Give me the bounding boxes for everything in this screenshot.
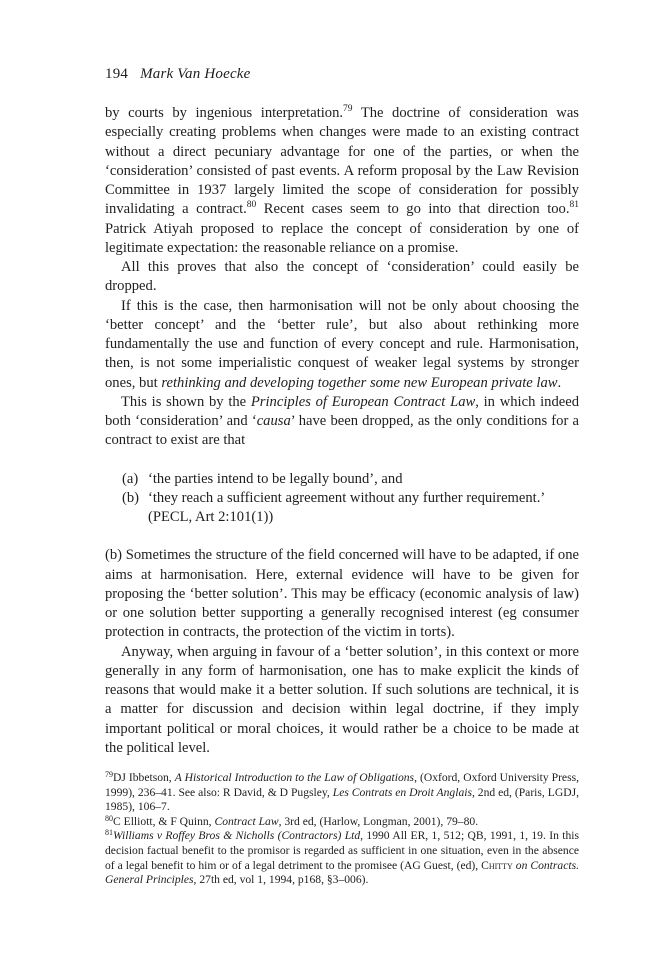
list-item xyxy=(105,489,579,528)
footnote-81 xyxy=(105,829,579,887)
list-item xyxy=(105,470,579,489)
list-text: ‘they reach a sufficient agreement without any further requirement.’ (PECL, Art 2:101(1)) xyxy=(148,489,545,525)
list-label: (b) xyxy=(122,489,140,506)
text-run: Recent cases seem to go into that direction too. xyxy=(256,201,570,218)
footnote-ref-80[interactable]: 80 xyxy=(246,200,257,211)
footnote-number: 79 xyxy=(105,770,113,779)
footnote-79 xyxy=(105,771,579,815)
emphasis: Principles of European Contract Law xyxy=(250,393,476,410)
paragraph: (b) Sometimes the structure of the field concerned will have to be adapted, if one aims at harmonisation. Here, external evidence will have to be given for proposing the ‘better solution’. This may be efficacy (economic analysis of law) or one solution better supporting a generally recognised interest (eg consumer protection in contracts, the protection of the victim in torts). xyxy=(105,547,579,641)
book-title: on Contracts. General Principles xyxy=(105,858,579,887)
footnote-number: 81 xyxy=(105,828,113,838)
list-label: (a) xyxy=(122,470,139,487)
list-text: ‘the parties intend to be legally bound’, and xyxy=(148,470,403,487)
conditions-list xyxy=(105,470,579,528)
text-run: , in which indeed both ‘consideration’ and ‘ xyxy=(105,393,580,429)
paragraph xyxy=(105,393,579,451)
paragraph xyxy=(105,297,579,393)
emphasis: causa xyxy=(256,413,291,429)
book-title: A Historical Introduction to the Law of Obligations xyxy=(174,771,415,784)
paragraph: Anyway, when arguing in favour of a ‘better solution’, in this context or more generally in any form of harmonisation, one has to make explicit the kinds of reasons that would make it a better solution. If such solutions are technical, it is a matter for discussion and decision within legal doctrine, if they imply important political or moral choices, it would rather be a choice to be made at the political level. xyxy=(105,643,579,756)
text-run: , 2nd ed, (Paris, LGDJ, 1985), 106–7. xyxy=(105,785,579,814)
text-run: by courts by ingenious interpretation. xyxy=(105,105,344,121)
book-title: Les Contrats en Droit Anglais xyxy=(332,785,472,799)
footnote-ref-79[interactable]: 79 xyxy=(343,104,353,114)
text-run: ’ have been dropped, as the only conditions for a contract to exist are that xyxy=(105,413,579,449)
text-run: , 3rd ed, (Harlow, Longman, 2001), 79–80. xyxy=(278,814,479,828)
footnote-number: 80 xyxy=(105,813,113,823)
footnotes xyxy=(105,771,579,888)
text-run: This is shown by the xyxy=(121,393,251,410)
text-run: Patrick Atiyah proposed to replace the concept of consideration by one of legitimate expectation: the reasonable reliance on a promise. xyxy=(105,220,579,256)
emphasis: rethinking and developing together some new European private law xyxy=(161,374,558,391)
running-head xyxy=(105,66,251,83)
footnote-80 xyxy=(105,815,579,830)
book-title-smallcaps: Chitty xyxy=(481,858,513,872)
text-run: If this is the case, then harmonisation will not be only about choosing the ‘better concept’ and the ‘better rule’, but also about rethinking more fundamentally the use and function of every concept and rule. Harmonisation, then, is not some imperialistic conquest of weaker legal systems by stronger ones, but xyxy=(105,297,579,391)
main-text xyxy=(105,104,579,758)
running-head-author: Mark Van Hoecke xyxy=(140,66,251,82)
case-name: Williams v Roffey Bros & Nicholls (Contractors) Ltd xyxy=(113,829,361,843)
text-run: , (Oxford, Oxford University Press, 1999), 236–41. See also: R David, & D Pugsley, xyxy=(105,771,579,799)
text-run: , 1990 All ER, 1, 512; QB, 1991, 1, 19. In this decision factual benefit to the promisor is regarded as sufficient in one situation, even in the absence of a legal benefit to him or of a legal detriment to the promisee (AG Guest, (ed), xyxy=(105,829,579,872)
paragraph: All this proves that also the concept of ‘consideration’ could easily be dropped. xyxy=(105,259,579,295)
text-run: , 27th ed, vol 1, 1994, p168, §3–006). xyxy=(193,873,369,887)
book-title: Contract Law xyxy=(214,814,279,828)
page-number: 194 xyxy=(105,66,129,82)
text-run: . xyxy=(557,374,562,391)
text-run: DJ Ibbetson, xyxy=(113,771,175,784)
paragraph xyxy=(105,104,579,258)
text-run: C Elliott, & F Quinn, xyxy=(113,814,215,828)
text-run: The doctrine of consideration was especially creating problems when changes were made to an existing contract without a direct pecuniary advantage for one of the parties, or when the ‘consideration’ consisted of past events. A reform proposal by the Law Revision Committee in 1937 largely limited the scope of consideration for possibly invalidating a contract. xyxy=(105,105,579,218)
footnote-ref-81[interactable]: 81 xyxy=(569,200,579,211)
